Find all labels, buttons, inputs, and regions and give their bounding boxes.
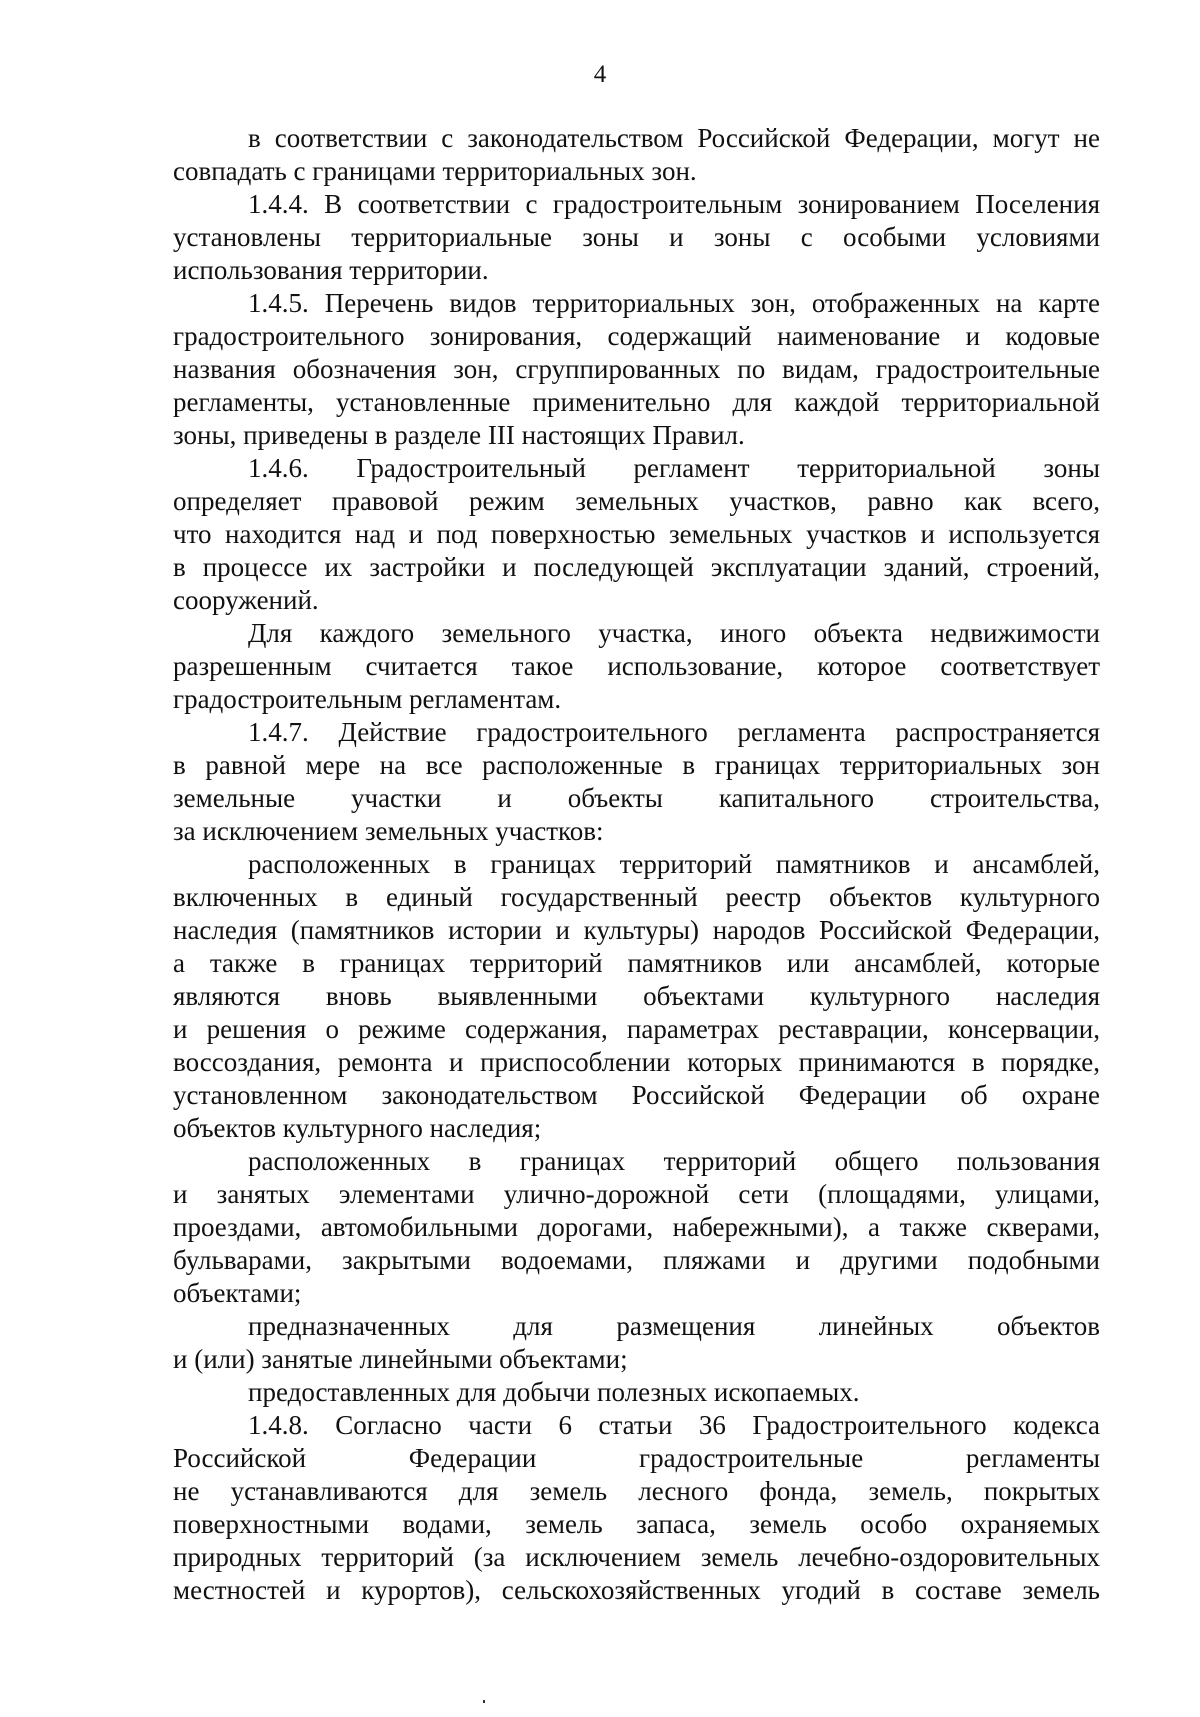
scan-speck [483,1700,485,1703]
text-line: включенных в единый государственный реестр объектов культурного [173,882,1100,912]
text-line: 1.4.6. Градостроительный регламент территориальной зоны [248,453,1100,483]
text-line: земельные участки и объекты капитального строительства, [173,783,1100,813]
text-line: местностей и курортов), сельскохозяйственных угодий в составе земель [173,1575,1100,1605]
text-line: градостроительным регламентам. [173,684,562,714]
text-line: в равной мере на все расположенные в границах территориальных зон [173,750,1100,780]
text-line: предназначенных для размещения линейных объектов [248,1311,1100,1341]
text-line: 1.4.5. Перечень видов территориальных зон, отображенных на карте [248,288,1100,318]
text-line: 1.4.4. В соответствии с градостроительным зонированием Поселения [248,189,1100,219]
text-line: определяет правовой режим земельных участков, равно как всего, [173,486,1100,516]
text-line: названия обозначения зон, сгруппированных по видам, градостроительные [173,354,1100,384]
text-line: установлены территориальные зоны и зоны с особыми условиями [173,222,1100,252]
text-line: предоставленных для добычи полезных ископаемых. [248,1377,860,1407]
text-line: наследия (памятников истории и культуры) народов Российской Федерации, [173,915,1100,945]
text-line: и занятых элементами улично-дорожной сети (площадями, улицами, [173,1179,1100,1209]
text-line: природных территорий (за исключением земель лечебно-оздоровительных [173,1542,1100,1572]
text-line: за исключением земельных участков: [173,816,604,846]
text-line: что находится над и под поверхностью земельных участков и используется [173,519,1100,549]
text-line: 1.4.8. Согласно части 6 статьи 36 Градостроительного кодекса [248,1410,1100,1440]
text-line: разрешенным считается такое использование, которое соответствует [173,651,1100,681]
text-line: Российской Федерации градостроительные регламенты [173,1443,1100,1473]
text-line: являются вновь выявленными объектами культурного наследия [173,981,1100,1011]
text-line: бульварами, закрытыми водоемами, пляжами и другими подобными [173,1245,1100,1275]
page-number: 4 [593,61,607,88]
text-line: расположенных в границах территорий памятников и ансамблей, [248,849,1100,879]
text-line: объектов культурного наследия; [173,1113,542,1143]
text-line: использования территории. [173,255,489,285]
text-line: и решения о режиме содержания, параметрах реставрации, консервации, [173,1014,1100,1044]
text-line: сооружений. [173,585,319,615]
text-line: объектами; [173,1278,302,1308]
text-line: 1.4.7. Действие градостроительного регламента распространяется [248,717,1100,747]
text-line: в соответствии с законодательством Российской Федерации, могут не [248,123,1100,153]
text-line: а также в границах территорий памятников или ансамблей, которые [173,948,1100,978]
text-line: совпадать с границами территориальных зон. [173,156,697,186]
text-line: Для каждого земельного участка, иного объекта недвижимости [248,618,1100,648]
text-line: воссоздания, ремонта и приспособлении которых принимаются в порядке, [173,1047,1100,1077]
text-line: проездами, автомобильными дорогами, набережными), а также скверами, [173,1212,1100,1242]
text-line: поверхностными водами, земель запаса, земель особо охраняемых [173,1509,1100,1539]
text-line: не устанавливаются для земель лесного фонда, земель, покрытых [173,1476,1100,1506]
text-line: регламенты, установленные применительно для каждой территориальной [173,387,1100,417]
text-line: расположенных в границах территорий общего пользования [248,1146,1100,1176]
text-line: и (или) занятые линейными объектами; [173,1344,628,1374]
text-line: зоны, приведены в разделе III настоящих Правил. [173,420,745,450]
text-line: в процессе их застройки и последующей эксплуатации зданий, строений, [173,552,1100,582]
body-text [173,122,1100,1607]
text-line: установленном законодательством Российской Федерации об охране [173,1080,1100,1110]
text-line: градостроительного зонирования, содержащий наименование и кодовые [173,321,1100,351]
